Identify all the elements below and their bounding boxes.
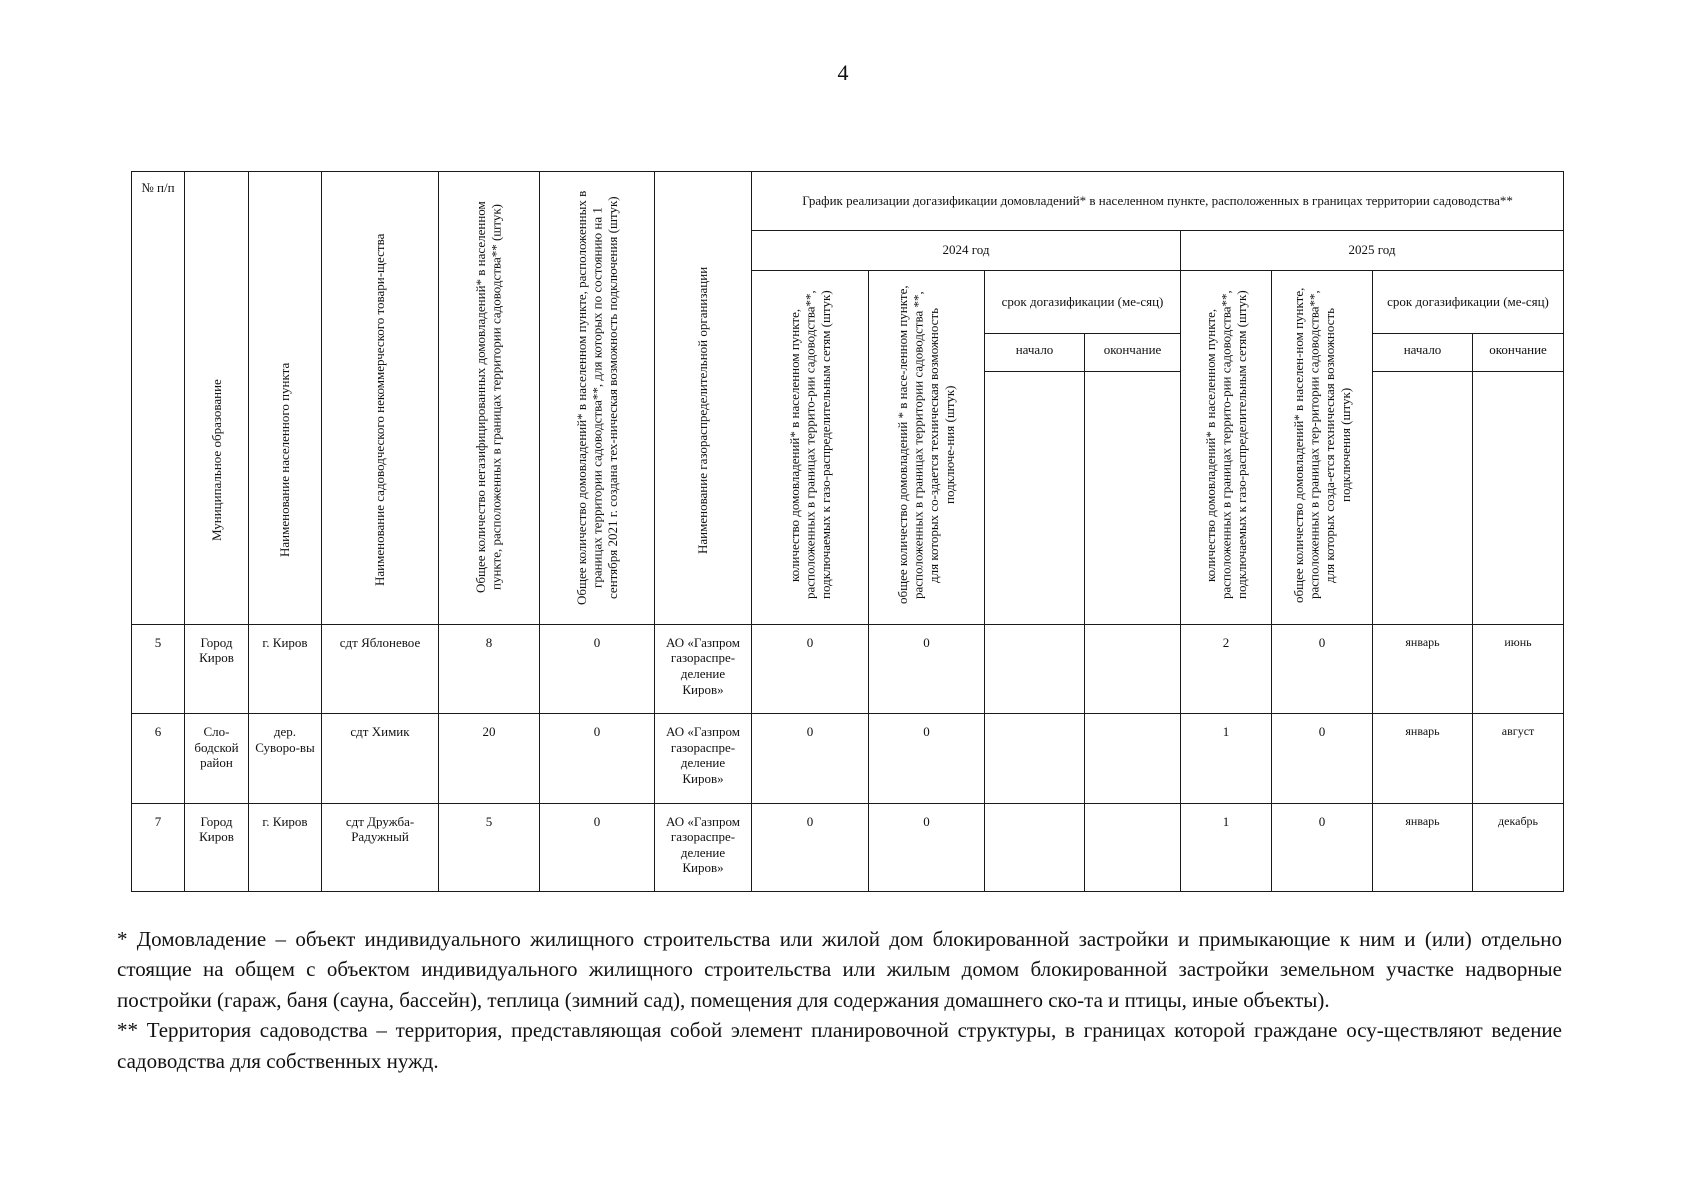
row-tech-created-2024: 0 [869, 714, 985, 803]
row-gdo: АО «Газпром газораспре-деление Киров» [655, 714, 752, 803]
row-connected-2024: 0 [752, 624, 869, 713]
header-period-2025: срок догазификации (ме-сяц) [1373, 270, 1564, 333]
row-start-2025: январь [1373, 714, 1473, 803]
row-end-2025: декабрь [1473, 803, 1564, 891]
header-end-2025: окончание [1473, 333, 1564, 371]
row-number: 7 [132, 803, 185, 891]
row-start-2024 [985, 714, 1085, 803]
header-tech-created-2025: общее количество домовладений* в населен-ном пункте, расположенных в границах тер-ритории садоводства**, для которых созда-ется техническая возможность подключения (штук) [1272, 270, 1373, 624]
row-end-2024 [1085, 624, 1181, 713]
row-settlement: дер. Суворо-вы [249, 714, 322, 803]
row-total-tech: 0 [540, 803, 655, 891]
row-gdo: АО «Газпром газораспре-деление Киров» [655, 624, 752, 713]
footnote-garden-territory: ** Территория садоводства – территория, представляющая собой элемент планировочной структуры, в границах которой граждане осу-ществляют ведение садоводства для собственных нужд. [117, 1018, 1562, 1073]
row-connected-2024: 0 [752, 714, 869, 803]
row-connected-2025: 1 [1181, 714, 1272, 803]
row-end-2024 [1085, 803, 1181, 891]
row-total-nongasified: 20 [439, 714, 540, 803]
footnotes [117, 924, 1562, 1076]
row-tech-created-2025: 0 [1272, 714, 1373, 803]
header-start-2024: начало [985, 333, 1085, 371]
table-row [132, 714, 1564, 803]
row-start-2024 [985, 803, 1085, 891]
row-municipality: Город Киров [185, 803, 249, 891]
row-tech-created-2025: 0 [1272, 803, 1373, 891]
row-gdo: АО «Газпром газораспре-деление Киров» [655, 803, 752, 891]
row-tech-created-2024: 0 [869, 803, 985, 891]
row-total-nongasified: 8 [439, 624, 540, 713]
header-connected-2024: количество домовладений* в населенном пункте, расположенных в границах террито-рии садоводства**, подключаемых к газо-распределительным сетям (штук) [752, 270, 869, 624]
table-row [132, 624, 1564, 713]
header-settlement: Наименование населенного пункта [249, 172, 322, 625]
row-settlement: г. Киров [249, 624, 322, 713]
row-connected-2025: 1 [1181, 803, 1272, 891]
gasification-schedule-table [131, 171, 1564, 892]
row-settlement: г. Киров [249, 803, 322, 891]
header-gas-distribution-org: Наименование газораспределительной организации [655, 172, 752, 625]
row-snt: сдт Яблоневое [322, 624, 439, 713]
header-snt: Наименование садоводческого некоммерческого товари-щества [322, 172, 439, 625]
row-end-2025: август [1473, 714, 1564, 803]
header-total-nongasified: Общее количество негазифицированных домовладений* в населенном пункте, расположенных в границах территории садоводства** (штук) [439, 172, 540, 625]
row-snt: сдт Химик [322, 714, 439, 803]
header-row-number: № п/п [132, 172, 185, 625]
header-year-2024: 2024 год [752, 230, 1181, 270]
header-start-2025-blank [1373, 371, 1473, 624]
header-total-tech-possibility: Общее количество домовладений* в населенном пункте, расположенных в границах территории садоводства**, для которых по состоянию на 1 сентября 2021 г. создана тех-ническая возможность подключения (штук) [540, 172, 655, 625]
row-tech-created-2025: 0 [1272, 624, 1373, 713]
header-tech-created-2024: общее количество домовладений * в насе-ленном пункте, расположенных в границах территории садоводства **, для которых со-здается техническая возможность подключе-ния (штук) [869, 270, 985, 624]
header-period-2024: срок догазификации (ме-сяц) [985, 270, 1181, 333]
header-connected-2025: количество домовладений* в населенном пункте, расположенных в границах террито-рии садоводства**, подключаемых к газо-распределительным сетям (штук) [1181, 270, 1272, 624]
row-total-tech: 0 [540, 714, 655, 803]
row-municipality: Город Киров [185, 624, 249, 713]
page-number: 4 [837, 60, 849, 85]
header-end-2025-blank [1473, 371, 1564, 624]
row-end-2024 [1085, 714, 1181, 803]
row-total-tech: 0 [540, 624, 655, 713]
row-total-nongasified: 5 [439, 803, 540, 891]
row-number: 6 [132, 714, 185, 803]
row-snt: сдт Дружба-Радужный [322, 803, 439, 891]
header-start-2025: начало [1373, 333, 1473, 371]
header-municipality: Муниципальное образование [185, 172, 249, 625]
footnote-household: * Домовладение – объект индивидуального жилищного строительства или жилой дом блокированной застройки и примыкающие к ним и (или) отдельно стоящие на общем с объектом индивидуального жилищного строительства или жилым домом блокированной застройки земельном участке надворные постройки (гараж, баня (сауна, бассейн), теплица (зимний сад), помещения для содержания домашнего ско-та и птицы, иные объекты). [117, 927, 1562, 1012]
row-end-2025: июнь [1473, 624, 1564, 713]
header-schedule: График реализации догазификации домовладений* в населенном пункте, расположенных в границах территории садоводства** [752, 172, 1564, 231]
row-connected-2025: 2 [1181, 624, 1272, 713]
header-end-2024-blank [1085, 371, 1181, 624]
table-row [132, 803, 1564, 891]
row-tech-created-2024: 0 [869, 624, 985, 713]
row-start-2025: январь [1373, 803, 1473, 891]
header-end-2024: окончание [1085, 333, 1181, 371]
row-number: 5 [132, 624, 185, 713]
row-start-2025: январь [1373, 624, 1473, 713]
row-start-2024 [985, 624, 1085, 713]
header-start-2024-blank [985, 371, 1085, 624]
header-year-2025: 2025 год [1181, 230, 1564, 270]
row-connected-2024: 0 [752, 803, 869, 891]
row-municipality: Сло-бодской район [185, 714, 249, 803]
